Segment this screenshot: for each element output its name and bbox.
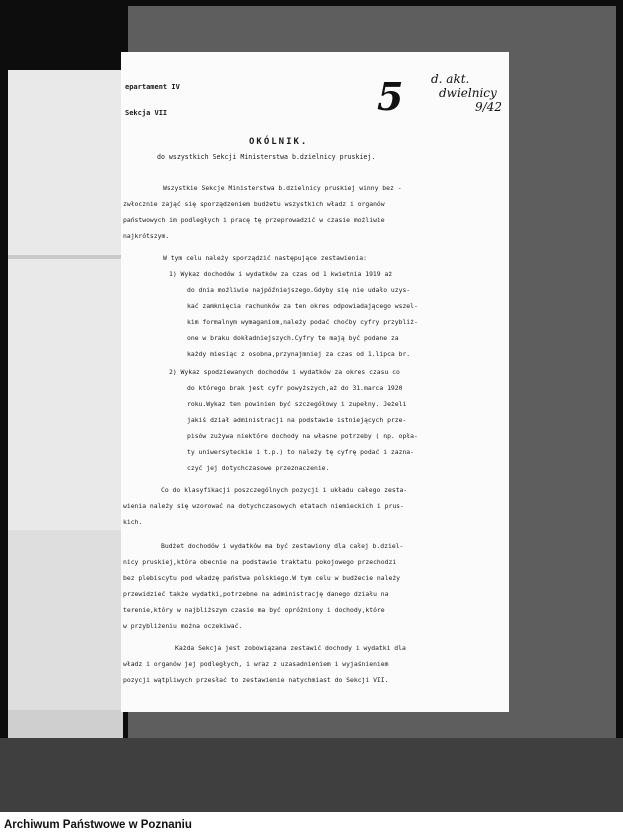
body-line: bez plebiscytu pod władzę państwa polskiego.W tym celu w budżecie należy <box>123 574 401 582</box>
body-line: władz i organów jej podległych, i wraz z uzasadnieniem i wyjaśnieniem <box>123 660 389 668</box>
body-line: w przybliżeniu można oczekiwać. <box>123 622 243 630</box>
document-subtitle: do wszystkich Sekcji Ministerstwa b.dzielnicy pruskiej. <box>157 153 376 161</box>
document-title: OKÓLNIK. <box>249 137 309 147</box>
body-line: Co do klasyfikacji poszczególnych pozycji i układu całego zesta- <box>161 486 408 494</box>
background-sheet-fold <box>8 255 123 259</box>
handwritten-note-line2: dwielnicy <box>439 86 497 100</box>
body-line: zwłocznie zająć się sporządzeniem budżetu wszystkich władz i organów <box>123 200 385 208</box>
section-header: Sekcja VII <box>125 109 168 117</box>
body-line: Budżet dochodów i wydatków ma być zestawiony dla całej b.dziel- <box>161 542 404 550</box>
body-line: Wszystkie Sekcje Ministerstwa b.dzielnicy pruskiej winny bez - <box>163 184 402 192</box>
body-line: pisów zużywa niektóre dochody na własne potrzeby ( np. opła- <box>187 432 418 440</box>
body-line: ty uniwersyteckie i t.p.) to należy tę cyfrę podać i zazna- <box>187 448 415 456</box>
body-line: każdy miesiąc z osobna,przynajmniej za czas od 1.lipca br. <box>187 350 411 358</box>
handwritten-note-line1: d. akt. <box>431 72 470 86</box>
page-number-annotation: 5 <box>377 74 404 119</box>
background-sheet-lower <box>8 530 123 710</box>
body-line: W tym celu należy sporządzić następujące zestawienia: <box>163 254 367 262</box>
body-line: jakiś dział administracji na podstawie istniejących prze- <box>187 416 407 424</box>
body-line: terenie,który w najbliższym czasie ma być opróżniony i dochody,które <box>123 606 385 614</box>
body-line: one w braku dokładniejszych.Cyfry te mają być podane za <box>187 334 399 342</box>
body-line: do którego brak jest cyfr powyższych,aż do 31.marca 1920 <box>187 384 403 392</box>
handwritten-note-line3: 9/42 <box>475 100 502 114</box>
body-line: Każda Sekcja jest zobowiązana zestawić dochody i wydatki dla <box>175 644 406 652</box>
body-line: nicy pruskiej,która obecnie na podstawie traktatu pokojowego przechodzi <box>123 558 397 566</box>
department-header: epartament IV <box>125 83 180 91</box>
body-line: pozycji wątpliwych przesłać to zestawienie natychmiast do Sekcji VII. <box>123 676 389 684</box>
body-line: roku.Wykaz ten powinien być szczegółowy i zupełny. Jeżeli <box>187 400 407 408</box>
bottom-band <box>0 738 623 812</box>
archive-caption-bar <box>0 812 623 840</box>
body-line: czyć jej dotychczasowe przeznaczenie. <box>187 464 330 472</box>
body-line: najkrótszym. <box>123 232 170 240</box>
body-line: kim formalnym wymaganiom,należy podać choćby cyfry przybliż- <box>187 318 418 326</box>
body-line: 2) Wykaz spodziewanych dochodów i wydatków za okres czasu co <box>169 368 400 376</box>
body-line: kać zamknięcia rachunków za ten okres odpowiadającego wszel- <box>187 302 418 310</box>
archive-caption: Archiwum Państwowe w Poznaniu <box>4 819 192 831</box>
background-sheet-strip <box>8 710 123 738</box>
body-line: wienia należy się wzorować na dotychczasowych etatach niemieckich i prus- <box>123 502 404 510</box>
body-line: państwowych im podległych i pracę tę przeprowadzić w czasie możliwie <box>123 216 385 224</box>
body-line: kich. <box>123 518 143 526</box>
document-page <box>121 52 509 712</box>
body-line: przewidzieć także wydatki,potrzebne na administrację danego działu na <box>123 590 389 598</box>
body-line: 1) Wykaz dochodów i wydatków za czas od 1 kwietnia 1919 aż <box>169 270 393 278</box>
body-line: do dnia możliwie najpóźniejszego.Gdyby się nie udało uzys- <box>187 286 411 294</box>
